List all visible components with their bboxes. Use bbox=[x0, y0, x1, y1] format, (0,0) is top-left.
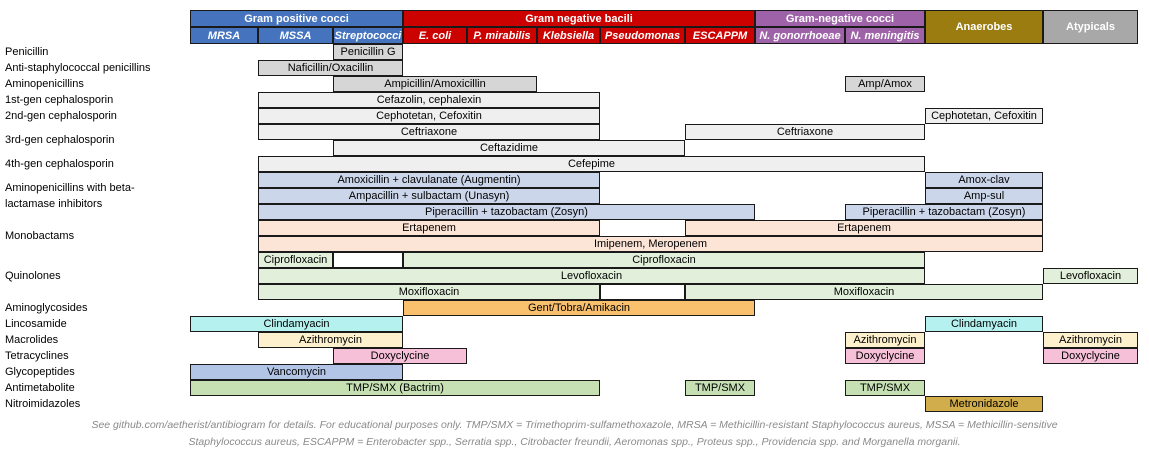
coverage-bar: Ceftriaxone bbox=[258, 124, 600, 140]
coverage-bar: Amp-sul bbox=[925, 188, 1043, 204]
coverage-bar: TMP/SMX bbox=[685, 380, 755, 396]
coverage-bar: Doxyclycine bbox=[845, 348, 925, 364]
drug-class-label: Lincosamide bbox=[5, 318, 67, 330]
drug-class-label: 2nd-gen cephalosporin bbox=[5, 110, 117, 122]
coverage-bar: Ciprofloxacin bbox=[403, 252, 925, 268]
organism-header: Streptococci bbox=[333, 27, 403, 44]
coverage-bar: Cefepime bbox=[258, 156, 925, 172]
coverage-bar: Ceftriaxone bbox=[685, 124, 925, 140]
coverage-bar: Piperacillin + tazobactam (Zosyn) bbox=[845, 204, 1043, 220]
organism-group-header: Gram positive cocci bbox=[190, 10, 403, 27]
coverage-bar: Ceftazidime bbox=[333, 140, 685, 156]
drug-class-label: Aminopenicillins with beta- bbox=[5, 182, 135, 194]
drug-class-label: 1st-gen cephalosporin bbox=[5, 94, 114, 106]
coverage-bar: Cephotetan, Cefoxitin bbox=[258, 108, 600, 124]
coverage-bar: Penicillin G bbox=[333, 44, 403, 60]
drug-class-label: Glycopeptides bbox=[5, 366, 75, 378]
drug-class-label: lactamase inhibitors bbox=[5, 198, 103, 210]
coverage-bar: TMP/SMX bbox=[845, 380, 925, 396]
coverage-bar: Moxifloxacin bbox=[258, 284, 600, 300]
drug-class-label: 4th-gen cephalosporin bbox=[5, 158, 114, 170]
organism-group-header: Gram-negative cocci bbox=[755, 10, 925, 27]
coverage-bar: Clindamyacin bbox=[190, 316, 403, 332]
organism-header: N. meningitis bbox=[845, 27, 925, 44]
drug-class-label: Anti-staphylococcal penicillins bbox=[5, 62, 151, 74]
coverage-bar: Naficillin/Oxacillin bbox=[258, 60, 403, 76]
drug-class-label: 3rd-gen cephalosporin bbox=[5, 134, 115, 146]
coverage-bar: Amoxicillin + clavulanate (Augmentin) bbox=[258, 172, 600, 188]
organism-header: MRSA bbox=[190, 27, 258, 44]
organism-header: Pseudomonas bbox=[600, 27, 685, 44]
coverage-bar: Doxyclycine bbox=[333, 348, 467, 364]
footnote-line-1: See github.com/aetherist/antibiogram for details. For educational purposes only. TMP/SMX = Trimethoprim-sulfamethoxazole, MRSA = Methicillin-resistant Staphylococcus aureus, MSSA = Methicillin-sensitive bbox=[91, 419, 1058, 431]
coverage-bar: TMP/SMX (Bactrim) bbox=[190, 380, 600, 396]
coverage-bar: Imipenem, Meropenem bbox=[258, 236, 1043, 252]
coverage-bar: Vancomycin bbox=[190, 364, 403, 380]
coverage-bar: Doxyclycine bbox=[1043, 348, 1138, 364]
coverage-bar: Ertapenem bbox=[258, 220, 600, 236]
coverage-bar: Levofloxacin bbox=[258, 268, 925, 284]
coverage-bar: Ampicillin/Amoxicillin bbox=[333, 76, 537, 92]
organism-group-header: Atypicals bbox=[1043, 10, 1138, 44]
organism-group-header: Gram negative bacili bbox=[403, 10, 755, 27]
organism-header: Klebsiella bbox=[537, 27, 600, 44]
organism-header: ESCAPPM bbox=[685, 27, 755, 44]
coverage-bar: Clindamyacin bbox=[925, 316, 1043, 332]
organism-header: E. coli bbox=[403, 27, 467, 44]
coverage-bar: Levofloxacin bbox=[1043, 268, 1138, 284]
drug-class-label: Nitroimidazoles bbox=[5, 398, 81, 410]
coverage-bar: Piperacillin + tazobactam (Zosyn) bbox=[258, 204, 755, 220]
coverage-bar: Cefazolin, cephalexin bbox=[258, 92, 600, 108]
organism-header: MSSA bbox=[258, 27, 333, 44]
drug-class-label: Aminopenicillins bbox=[5, 78, 84, 90]
coverage-bar: Ertapenem bbox=[685, 220, 1043, 236]
coverage-bar: Ampacillin + sulbactam (Unasyn) bbox=[258, 188, 600, 204]
organism-header: P. mirabilis bbox=[467, 27, 537, 44]
coverage-bar: Ciprofloxacin bbox=[258, 252, 333, 268]
organism-group-header: Anaerobes bbox=[925, 10, 1043, 44]
coverage-bar: Moxifloxacin bbox=[685, 284, 1043, 300]
coverage-bar: Metronidazole bbox=[925, 396, 1043, 412]
coverage-gap bbox=[600, 284, 685, 300]
coverage-gap bbox=[333, 252, 403, 268]
drug-class-label: Penicillin bbox=[5, 46, 49, 58]
coverage-bar: Azithromycin bbox=[258, 332, 403, 348]
drug-class-label: Macrolides bbox=[5, 334, 59, 346]
coverage-bar: Amox-clav bbox=[925, 172, 1043, 188]
coverage-bar: Azithromycin bbox=[845, 332, 925, 348]
coverage-bar: Gent/Tobra/Amikacin bbox=[403, 300, 755, 316]
drug-class-label: Tetracyclines bbox=[5, 350, 69, 362]
coverage-bar: Cephotetan, Cefoxitin bbox=[925, 108, 1043, 124]
drug-class-label: Monobactams bbox=[5, 230, 75, 242]
drug-class-label: Antimetabolite bbox=[5, 382, 75, 394]
drug-class-label: Aminoglycosides bbox=[5, 302, 88, 314]
footnote-line-2: Staphylococcus aureus, ESCAPPM = Enterobacter spp., Serratia spp., Citrobacter freundii, Aeromonas spp., Proteus spp., Providencia spp. and Morganella morganii. bbox=[188, 436, 961, 448]
coverage-bar: Amp/Amox bbox=[845, 76, 925, 92]
drug-class-label: Quinolones bbox=[5, 270, 61, 282]
coverage-bar: Azithromycin bbox=[1043, 332, 1138, 348]
organism-header: N. gonorrhoeae bbox=[755, 27, 845, 44]
